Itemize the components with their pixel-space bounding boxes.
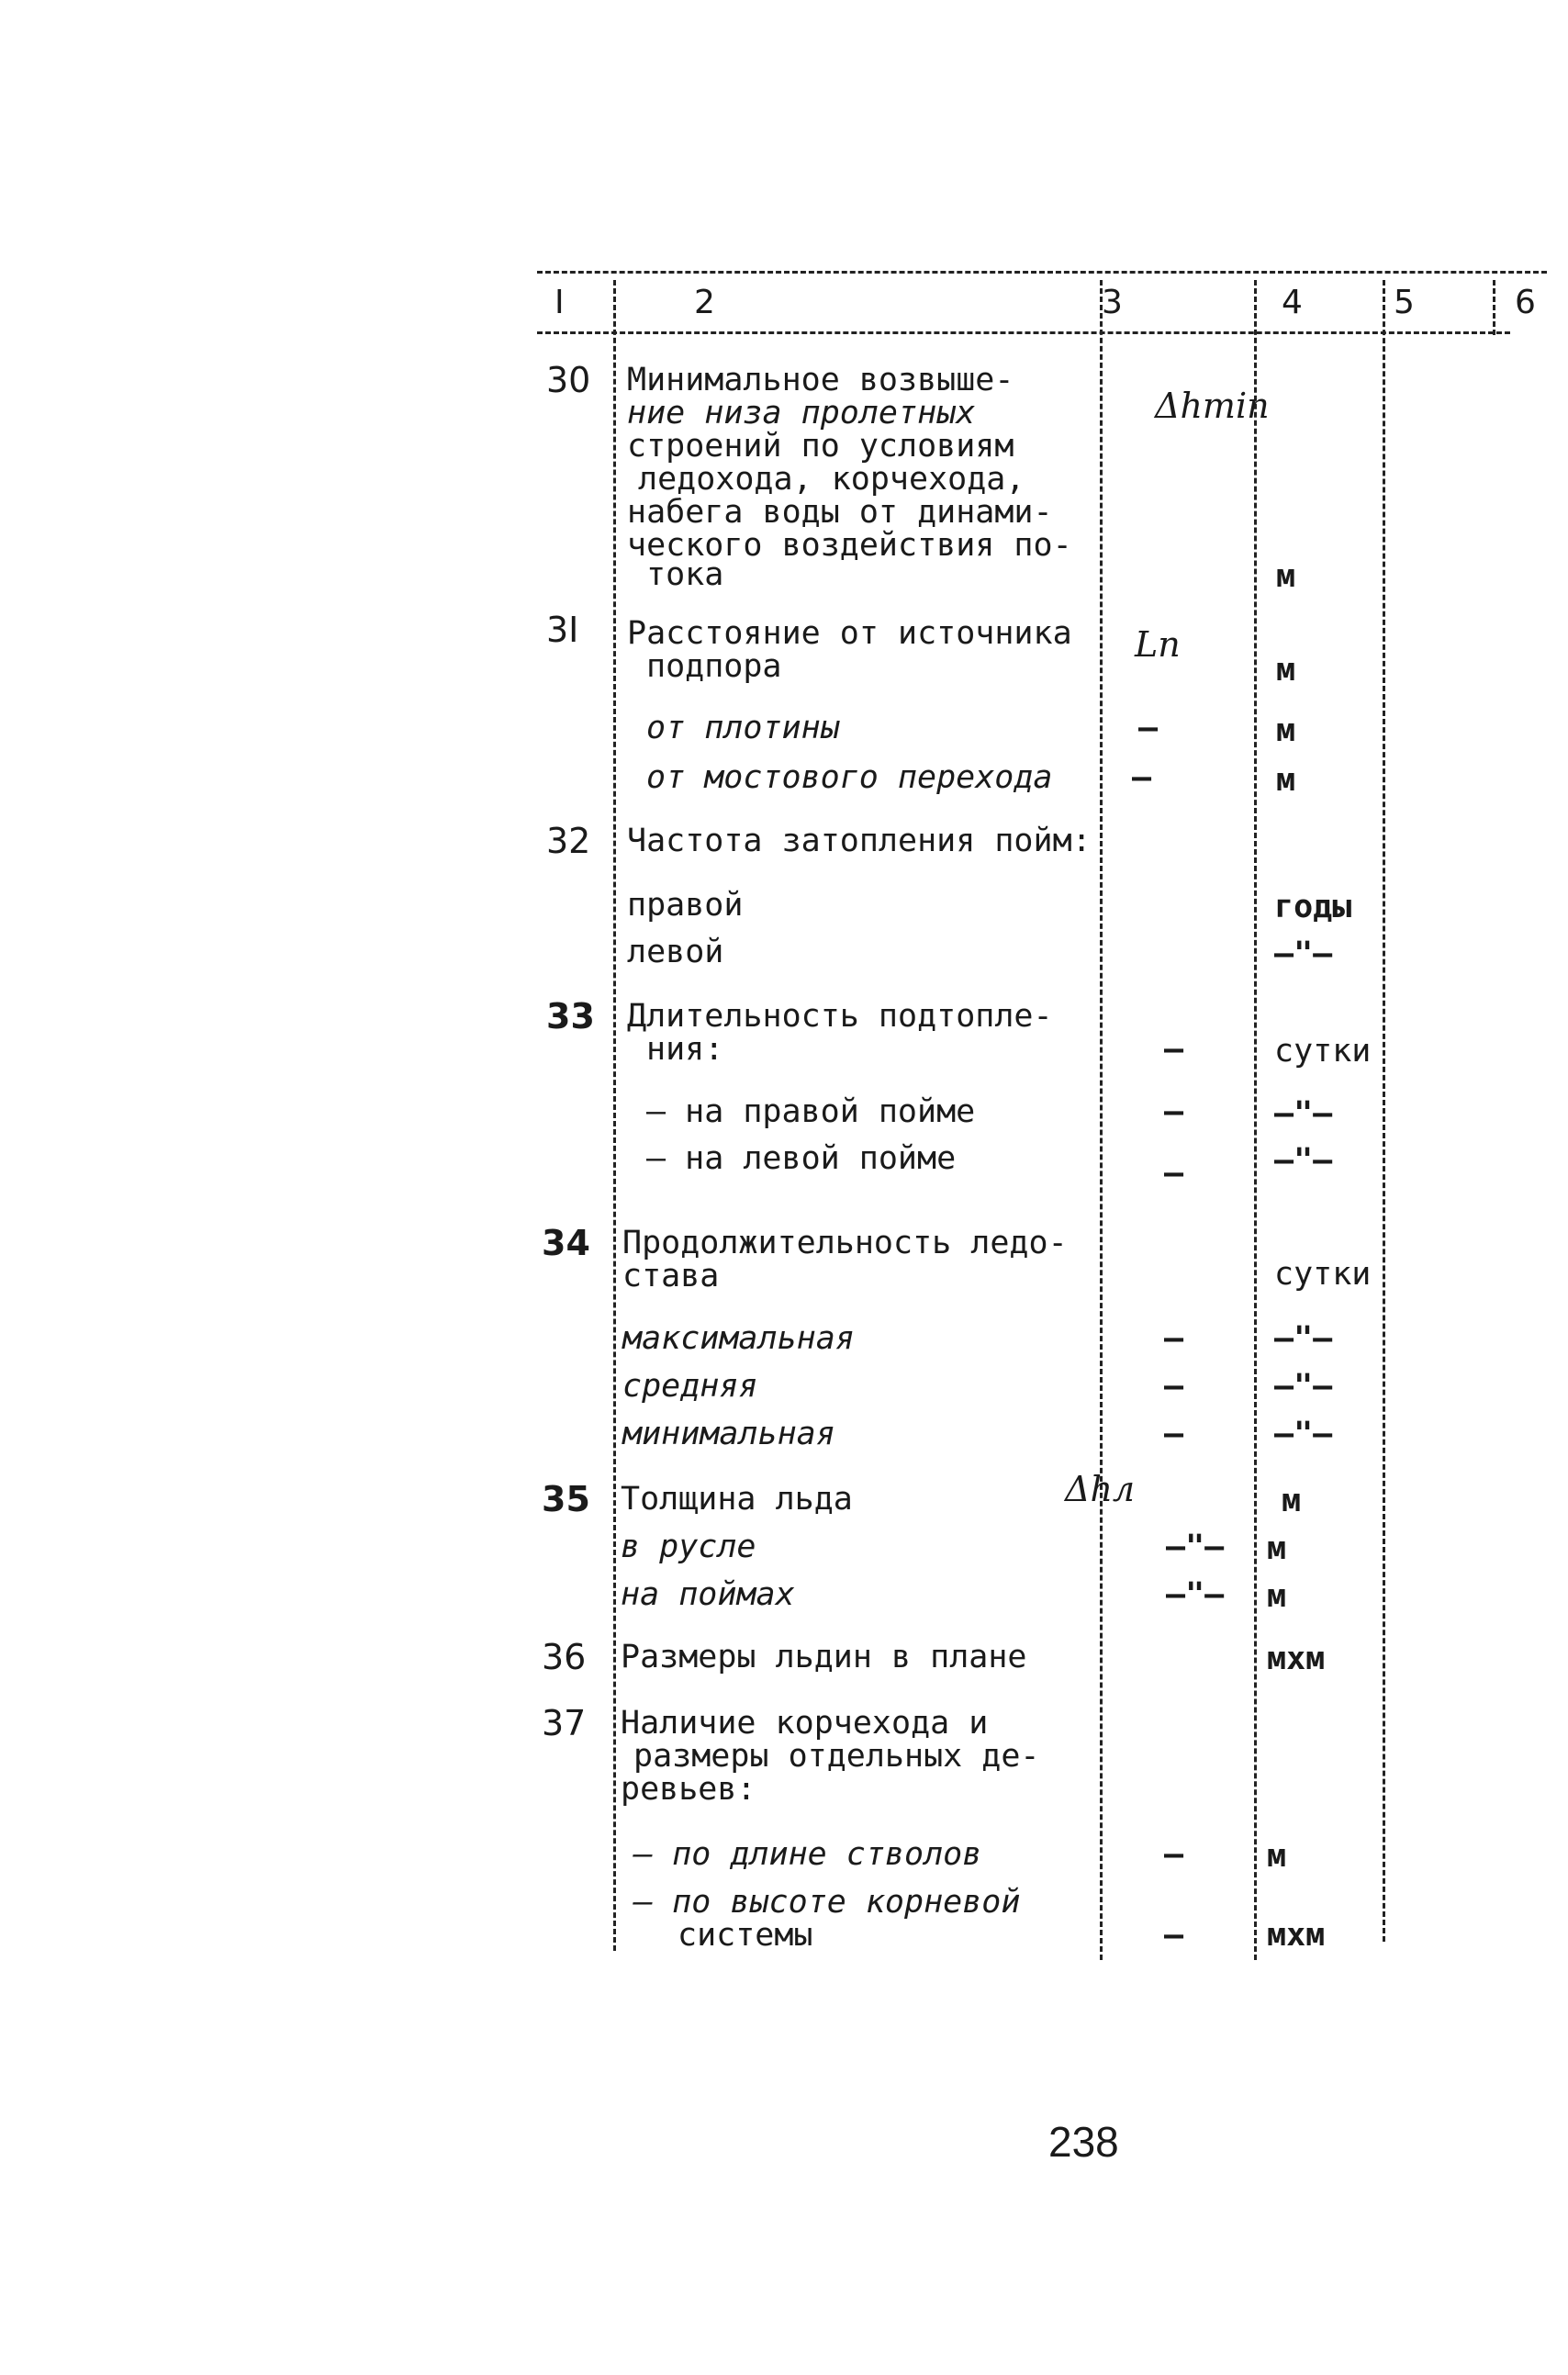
unit-cell: –"–	[1274, 1416, 1333, 1452]
row-label-line: – по высоте корневой	[633, 1884, 1021, 1921]
row-label-line: набега воды от динами-	[627, 494, 1053, 531]
row-label-line: ледохода, корчехода,	[638, 461, 1025, 498]
row-label-line: от мостового перехода	[646, 759, 1053, 796]
header-top-rule	[537, 271, 1547, 274]
unit-cell: мхм	[1267, 1641, 1326, 1677]
header-col-4: 4	[1282, 284, 1303, 321]
symbol-cell: –	[1164, 1320, 1184, 1357]
symbol-cell: –	[1164, 1031, 1184, 1068]
row-label-line: минимальная	[622, 1416, 835, 1452]
symbol-cell: –	[1132, 759, 1152, 796]
row-number: 37	[542, 1703, 587, 1743]
row-label-line: средняя	[622, 1368, 758, 1405]
header-col-2: 2	[694, 284, 715, 321]
row-label-line: строений по условиям	[627, 428, 1014, 465]
column-divider-2-3	[1100, 280, 1103, 1960]
unit-cell: мхм	[1267, 1917, 1326, 1954]
symbol-cell: –	[1164, 1416, 1184, 1452]
row-label-line: ние низа пролетных	[627, 395, 976, 431]
unit-cell: м	[1267, 1578, 1287, 1615]
row-number: 34	[542, 1223, 590, 1263]
row-label-line: – на правой пойме	[646, 1093, 976, 1130]
column-divider-4-5	[1383, 280, 1385, 1942]
row-label-line: подпора	[646, 648, 782, 685]
handwritten-symbol: Ln	[1135, 624, 1181, 665]
symbol-cell: –	[1164, 1093, 1184, 1130]
row-label-line: Минимальное возвыше-	[627, 362, 1014, 398]
symbol-cell: –	[1164, 1836, 1184, 1873]
row-label-line: Размеры льдин в плане	[621, 1639, 1027, 1675]
row-number: 33	[546, 996, 595, 1036]
row-label-line: ревьев:	[621, 1771, 756, 1808]
unit-cell: м	[1276, 652, 1296, 689]
unit-cell: сутки	[1274, 1256, 1372, 1293]
handwritten-symbol: Δhл	[1065, 1469, 1136, 1509]
handwritten-symbol: Δhmin	[1155, 386, 1270, 426]
unit-cell: –"–	[1274, 1095, 1333, 1132]
symbol-cell: –	[1164, 1155, 1184, 1192]
row-label-line: левой	[627, 934, 724, 970]
row-label-line: ния:	[646, 1031, 724, 1068]
symbol-cell: –	[1164, 1368, 1184, 1405]
symbol-cell: –	[1164, 1917, 1184, 1954]
unit-cell: м	[1282, 1483, 1302, 1519]
row-label-line: системы	[678, 1917, 813, 1954]
unit-cell: сутки	[1274, 1033, 1372, 1070]
row-number: 36	[542, 1637, 587, 1677]
row-label-line: правой	[627, 887, 744, 924]
unit-cell: –"–	[1274, 935, 1333, 972]
row-number: 35	[542, 1479, 590, 1519]
row-label-line: в русле	[621, 1529, 756, 1565]
column-divider-1-2	[613, 280, 616, 1951]
row-label-line: размеры отдельных де-	[633, 1738, 1040, 1775]
row-label-line: тока	[646, 556, 724, 593]
row-label-line: ческого воздействия по-	[627, 527, 1072, 564]
row-label-line: максимальная	[622, 1320, 855, 1357]
row-label-line: Длительность подтопле-	[627, 998, 1053, 1035]
row-label-line: Толщина льда	[621, 1481, 853, 1518]
row-label-line: Продолжительность ледо-	[622, 1225, 1068, 1261]
row-label-line: – на левой пойме	[646, 1140, 957, 1177]
row-number: 3I	[546, 610, 579, 650]
header-col-6: 6	[1515, 284, 1536, 321]
unit-cell: –"–	[1274, 1142, 1333, 1179]
row-label-line: Частота затопления пойм:	[627, 823, 1092, 859]
unit-cell: м	[1276, 558, 1296, 595]
row-number: 30	[546, 360, 591, 400]
row-label-line: Наличие корчехода и	[621, 1705, 989, 1742]
row-label-line: от плотины	[646, 710, 840, 746]
symbol-cell: –	[1138, 710, 1159, 746]
row-label-line: става	[622, 1258, 720, 1294]
row-number: 32	[546, 821, 591, 861]
page-number: 238	[1048, 2118, 1119, 2166]
unit-cell: м	[1267, 1530, 1287, 1567]
symbol-cell: –"–	[1166, 1576, 1225, 1613]
unit-cell: м	[1267, 1838, 1287, 1875]
unit-cell: –"–	[1274, 1368, 1333, 1405]
unit-cell: м	[1276, 762, 1296, 799]
unit-cell: –"–	[1274, 1320, 1333, 1357]
row-label-line: Расстояние от источника	[627, 615, 1072, 652]
header-col-3: 3	[1102, 284, 1123, 321]
symbol-cell: –"–	[1166, 1529, 1225, 1565]
header-bottom-rule	[537, 331, 1510, 334]
row-label-line: – по длине стволов	[633, 1836, 982, 1873]
unit-cell: годы	[1274, 889, 1352, 925]
header-col-5: 5	[1394, 284, 1415, 321]
unit-cell: м	[1276, 712, 1296, 749]
column-divider-3-4	[1254, 280, 1257, 1960]
column-divider-5-6	[1493, 280, 1495, 335]
header-col-1: I	[554, 284, 565, 321]
row-label-line: на поймах	[621, 1576, 795, 1613]
